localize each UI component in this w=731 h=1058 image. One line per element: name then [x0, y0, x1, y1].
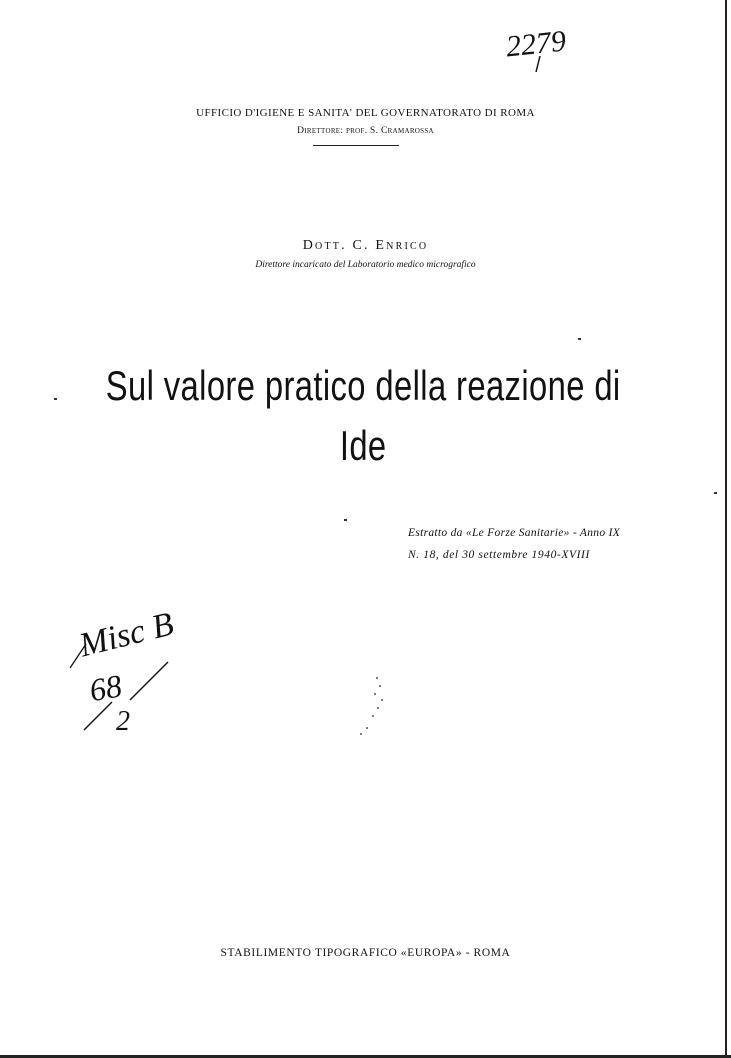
paper-speck [714, 492, 717, 494]
paper-speck [578, 338, 581, 340]
svg-text:2279: 2279 [504, 24, 568, 64]
printer-imprint: STABILIMENTO TIPOGRAFICO «EUROPA» - ROMA [220, 947, 511, 959]
svg-text:68: 68 [86, 667, 125, 709]
author-role: Direttore incaricato del Laboratorio medico micrografico [255, 260, 476, 270]
excerpt-source: Estratto da «Le Forze Sanitarie» - Anno IX [408, 527, 621, 539]
svg-text:Misc B: Misc B [75, 605, 178, 665]
header-divider [313, 145, 399, 146]
svg-text:2: 2 [116, 706, 130, 737]
director-line: Direttore: prof. S. Cramarossa [297, 126, 434, 136]
excerpt-issue: N. 18, del 30 settembre 1940-XVIII [408, 549, 590, 561]
handwritten-number [500, 14, 600, 74]
office-header: UFFICIO D'IGIENE E SANITA' DEL GOVERNATORATO DI ROMA [196, 107, 535, 119]
paper-speck [54, 398, 57, 400]
paper-specks [355, 670, 395, 740]
document-title: Sul valore pratico della reazione di Ide [105, 362, 621, 469]
handwritten-shelfmark [60, 580, 220, 740]
page-edge-right [725, 0, 727, 1058]
paper-speck [344, 519, 347, 521]
author-name: Dott. C. Enrico [302, 238, 429, 253]
